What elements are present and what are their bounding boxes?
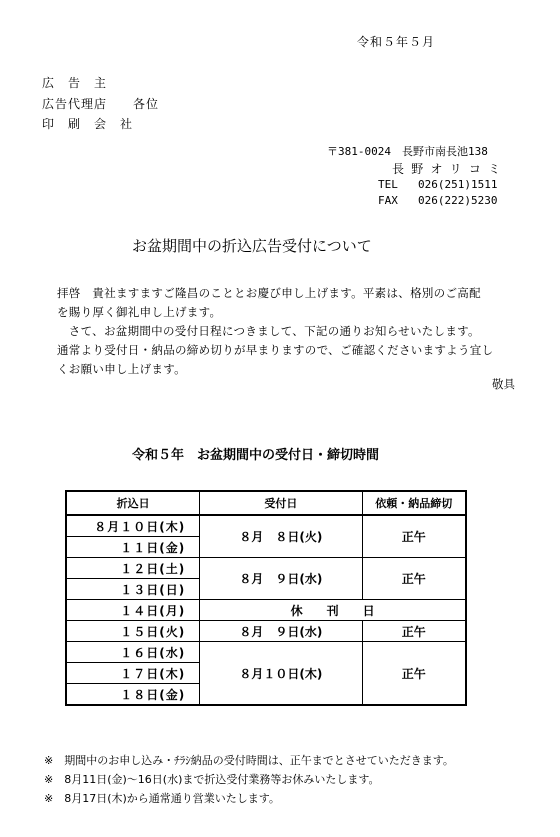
recipient-printer: 印 刷 会 社 — [42, 117, 134, 131]
uketsuke-date: ８月 ９日(水) — [200, 621, 362, 642]
holiday-label: 休 刊 日 — [200, 600, 466, 621]
deadline-time: 正午 — [362, 515, 466, 558]
body-line-4: 通常より受付日・納品の締め切りが早まりますので、ご確認くださいますよう宜し — [57, 343, 494, 357]
orikomi-date: １８日(金) — [66, 684, 200, 706]
schedule-table — [65, 490, 467, 706]
table-row — [66, 600, 466, 621]
orikomi-date: ８月１０日(木) — [66, 515, 200, 537]
table-row — [66, 515, 466, 537]
header-orikomi: 折込日 — [66, 491, 200, 515]
deadline-time: 正午 — [362, 558, 466, 600]
orikomi-date: １１日(金) — [66, 537, 200, 558]
deadline-time: 正午 — [362, 621, 466, 642]
body-line-1: 拝啓 貴社ますますご隆昌のこととお慶び申し上げます。平素は、格別のご高配 — [57, 286, 481, 300]
recipient-agency: 広告代理店 各位 — [42, 97, 160, 111]
orikomi-date: １７日(木) — [66, 663, 200, 684]
fax-label: FAX — [378, 194, 398, 207]
note-3: ※ 8月17日(木)から通常通り営業いたします。 — [44, 792, 280, 805]
table-row — [66, 642, 466, 663]
orikomi-date: １６日(水) — [66, 642, 200, 663]
orikomi-date: １５日(火) — [66, 621, 200, 642]
orikomi-date: １４日(月) — [66, 600, 200, 621]
sender-name: 長 野 オ リ コ ミ — [392, 162, 501, 176]
header-uketsuke: 受付日 — [200, 491, 362, 515]
deadline-time: 正午 — [362, 642, 466, 706]
table-row — [66, 621, 466, 642]
note-2: ※ 8月11日(金)～16日(水)まで折込受付業務等お休みいたします。 — [44, 773, 380, 786]
fax-number: 026(222)5230 — [418, 194, 498, 207]
tel-number: 026(251)1511 — [418, 178, 498, 191]
schedule-title: 令和５年 お盆期間中の受付日・締切時間 — [132, 448, 380, 463]
uketsuke-date: ８月 ９日(水) — [200, 558, 362, 600]
document-title: お盆期間中の折込広告受付について — [132, 237, 372, 255]
body-line-3: さて、お盆期間中の受付日程につきまして、下記の通りお知らせいたします。 — [57, 324, 480, 338]
sender-address: 〒381-0024 長野市南長池138 — [327, 145, 488, 158]
document-date: 令和５年５月 — [357, 35, 436, 49]
schedule-header-row — [66, 491, 466, 515]
header-deadline: 依頼・納品締切 — [362, 491, 466, 515]
table-row — [66, 558, 466, 579]
body-line-5: くお願い申し上げます。 — [57, 362, 186, 376]
uketsuke-date: ８月１０日(木) — [200, 642, 362, 706]
note-1: ※ 期間中のお申し込み・ﾁﾗｼ納品の受付時間は、正午までとさせていただきます。 — [44, 754, 454, 767]
uketsuke-date: ８月 ８日(火) — [200, 515, 362, 558]
body-line-2: を賜り厚く御礼申し上げます。 — [57, 305, 222, 319]
orikomi-date: １３日(日) — [66, 579, 200, 600]
closing-keigu: 敬具 — [492, 377, 515, 391]
recipient-advertiser: 広 告 主 — [42, 76, 108, 90]
orikomi-date: １２日(土) — [66, 558, 200, 579]
tel-label: TEL — [378, 178, 398, 191]
